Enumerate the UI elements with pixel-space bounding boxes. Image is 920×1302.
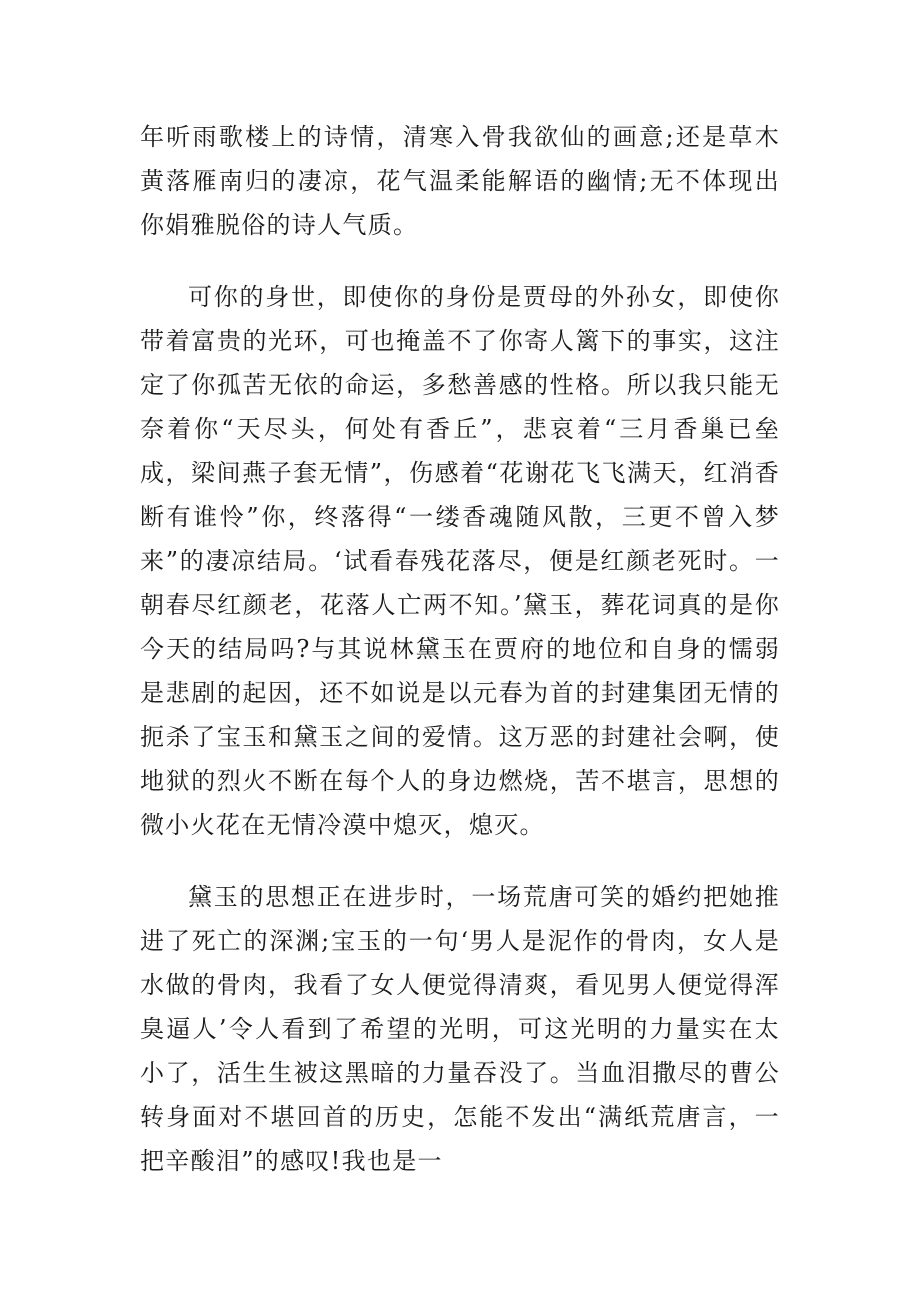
document-page xyxy=(140,115,780,1183)
paragraph-2: 可你的身世，即使你的身份是贾母的外孙女，即使你带着富贵的光环，可也掩盖不了你寄人篱下的事实，这注定了你孤苦无依的命运，多愁善感的性格。所以我只能无奈着你“天尽头，何处有香丘”，悲哀着“三月香巢已垒成，梁间燕子套无情”，伤感着“花谢花飞飞满天，红消香断有谁怜”你，终落得“一缕香魂随风散，三更不曾入梦来”的凄凉结局。‘试看春残花落尽，便是红颜老死时。一朝春尽红颜老，花落人亡两不知。’黛玉，葬花词真的是你今天的结局吗?与其说林黛玉在贾府的地位和自身的懦弱是悲剧的起因，还不如说是以元春为首的封建集团无情的扼杀了宝玉和黛玉之间的爱情。这万恶的封建社会啊，使地狱的烈火不断在每个人的身边燃烧，苦不堪言，思想的微小火花在无情冷漠中熄灭，熄灭。 xyxy=(140,283,780,839)
paragraph-1: 年听雨歌楼上的诗情，清寒入骨我欲仙的画意;还是草木黄落雁南归的凄凉，花气温柔能解语的幽情;无不体现出你娟雅脱俗的诗人气质。 xyxy=(140,123,780,239)
paragraph-3: 黛玉的思想正在进步时，一场荒唐可笑的婚约把她推进了死亡的深渊;宝玉的一句‘男人是泥作的骨肉，女人是水做的骨肉，我看了女人便觉得清爽，看见男人便觉得浑臭逼人’令人看到了希望的光明，可这光明的力量实在太小了，活生生被这黑暗的力量吞没了。当血泪撒尽的曹公转身面对不堪回首的历史，怎能不发出“满纸荒唐言，一把辛酸泪”的感叹!我也是一 xyxy=(140,883,780,1175)
